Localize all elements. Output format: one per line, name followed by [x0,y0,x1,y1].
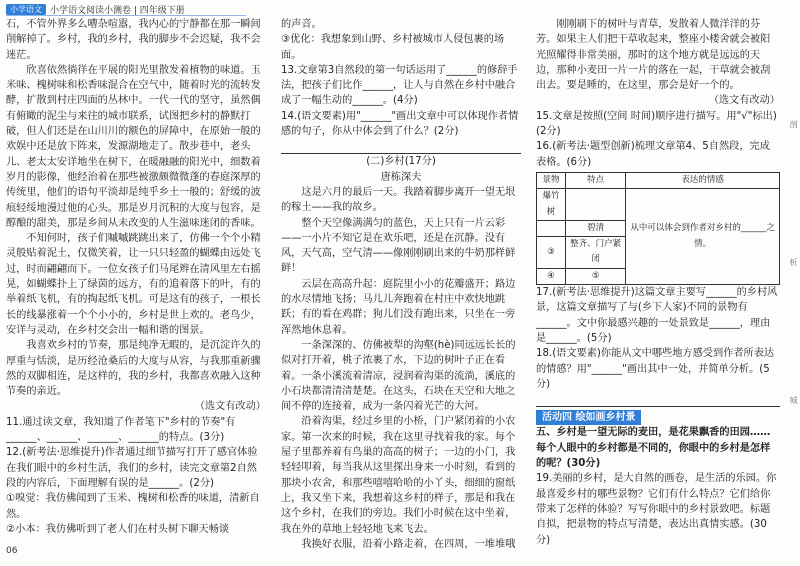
table-cell[interactable]: ③ [537,237,566,269]
section-title: (二)乡村(17分) [366,156,436,168]
option: ②小本：我仿佛听到了老人们在村头树下聊天畅谈 [6,523,230,535]
side-tabs [788,120,800,534]
question-15: 15.文章是按照(空间 时间)顺序进行描写。用"√"标出)(2分) [536,110,777,138]
table-cell[interactable]: 整齐、门户紧闭 [565,237,625,269]
header-title: 小学语文阅读小测卷 | 四年级下册 [50,5,185,16]
question-14: 14.(语文要素)用"______"画出文章中可以体现作者情感的句子，你从中体会到了什么？(2分) [281,110,519,138]
question-16: 16.(新考法·题型创新)梳理文章第4、5自然段，完成表格。(6分) [536,141,770,168]
author: 唐栋深夫 [380,171,422,183]
table-cell[interactable]: 碧清 [565,220,625,236]
question-13: 13.文章第3自然段的第一句话运用了______的修辞手法，把孩子们比作______，让人与自然在乡村中融合成了一幅生动的______。(4分) [281,64,518,107]
activity-banner: 活动四 绘如画乡村景 [536,410,641,425]
source-note: （选文有改动） [708,95,780,107]
middle-column [281,17,521,552]
left-column [6,17,266,537]
question-17: 17.(新考法·思维提升)这篇文章主要写______的乡村风景，这篇文章描写了与(乡下人家)不同的景物有______。文中你最感兴趣的一处景致是______，理由是______。(5分) [536,287,778,344]
source-note: （选文有改动） [194,401,266,413]
header-rule [6,15,246,16]
para: 我换好衣服，沿着小路走着，在四周，一堆堆哦 [301,538,516,550]
para: 云层在高高升起：庭院里小小的花瓣盛开；路边的水尽情地飞扬；马儿儿奔跑着在村庄中欢快地跳跃；有的看在鸡群；狗儿们没有跑出来，只坐在一旁浑然地休息着。 [281,278,516,336]
table-header: 景物 [537,172,566,188]
para: 一条深深的、仿佛被犁的沟壑(hè)同远远长长的似对打开着，桃子浓裹了水，下边的树叶子正在看着。一条小溪流着清凉，浸润着沟渠的流淌，溪底的小石块都清清清楚楚。在这头，石块在天空和大地之间不停的连接着，成为一条闪着光芒的大河。 [281,339,516,413]
summary-table [536,172,780,285]
option: ③优化：我想象到山野、乡村被城市人侵包裹的场面。 [281,34,505,61]
table-cell[interactable]: ④ [537,268,566,284]
text-line: 的声音。 [281,19,322,30]
para: 不知何时，孩子们嘁嘁跳跳出来了，仿佛一个个小精灵般贴着泥土，仅微笑着，让一只只轻盈的蝴蝶由远处飞过，时而翩翩而下。一位女孩子们马尾辫在清风里左右摇晃，如蝴蝶扑上了绿茵的远方，有的追着落下的叶，有的举着纸飞机，有的掏起纸飞机。可是这有的孩子，一根长长的线暴涨着一个个小小的，乡村是世上欢的。老鸟少，安详与灵动，在乡村交会出一幅和谐的图景。 [6,233,261,336]
side-tab: 剖 [789,120,798,128]
page-header [6,2,185,16]
answer-line[interactable] [281,139,521,154]
para: 欣喜依然徜徉在平展的阳光里散发着植物的味道。玉米味、槐树味和松香味混合在空气中，随着时光的流转发酵，扩散到村庄四面的丛林中。一代一代的坚守，虽然偶有俯瞰的泥尘与来往的城市联系，试图把乡村的静默打破，但人们还是在山川川的额色的屏障中，在原始一般的欢娱中还是放下阵来，发源湖地走了。散步巷中，老头儿、老太太安详地坐在树下，在暖融融的阳光中，细数着岁月的影像，他经治着在那些被激颇微微蓬的春庭深厚的传统里，他们的语句平淡却是纯乎乡土一般的；舒缓的波痕轻绥地漫过他的心头。那是岁月沉积的大度与包容，是醇酿的甜美，那是乡间从未改变的人生滋味迷闭的香味。 [6,64,261,229]
table-cell[interactable] [537,220,566,236]
activity-question: 五、乡村是一望无际的麦田，是花果飘香的田园……每个人眼中的乡村都是不同的，你眼中的乡村是怎样的呢？(30分) [536,427,771,470]
para: 刚刚刷下的树叶与青草，发散着人微洋洋的芬芳。如果主人们把干草收起来，整座小楼舍就会被阳光照耀得非常美丽，那时的这个地方就是远远的天边，那种小麦田一片一片的落在一起，干草就会被刮出去。要是睡的，在这里，那会是好一个的。 [536,19,771,92]
side-tab: 析 [789,258,798,266]
table-header: 表达的情感 [626,172,780,188]
question-12: 12.(新考法·思维提升)作者通过细节描写打开了感官体验在我们眼中的乡村生活，我们的乡村，读完文章第2自然段的内容后，下面理解有误的是______。(2分) [6,447,258,489]
table-cell[interactable] [565,189,625,221]
answer-line[interactable] [536,392,780,407]
para: 沿着沟渠，经过乡里的小桥，门户紧闭着的小农家。第一次来的时候，我在这里寻找着我的家。每个屋子里都养着有鸟巢的高高的树子；一边的小门，我轻轻叩着，每当我从这里探出身来一小时刻，看到的那块小农舍，和那些嘻嘻哈哈的小丫头，细细的窗纸上，我又坐下来，我想着这乡村的样子，那是和我在这个乡村，在我们的旁边。我们小时候在这中坐着，我在外的草地上轻轻地飞来飞去。 [281,416,516,535]
side-tab: 城 [789,396,798,404]
table-cell[interactable]: 从中可以体会到作者对乡村的______之情。 [626,189,780,285]
page-number: 06 [6,546,18,556]
para: 石，不管外界多么嘈杂喧嚣，我内心的宁静都在那一瞬间削解掉了。乡村，我的乡村，我的脚步不会迟疑，我不会迷茫。 [6,19,261,61]
para: 整个天空像满满匀的蓝色，天上只有一片云彩——一小片不知它是在欢乐吧，还是在沉静。没有风，天气高，空气清——像刚刚刷出来的牛奶那样鲜鲜！ [281,217,516,275]
para: 这是六月的最后一天。我踏着脚步离开一望无垠的稼土——我的故乡。 [281,186,516,214]
table-cell[interactable]: ⑤ [565,268,625,284]
question-19: 19.美丽的乡村，是大自然的画卷，是生活的乐园。你最喜爱乡村的哪些景物？它们有什么特点？它们给你带来了怎样的体验？写写你眼中的乡村景致吧。标题自拟，把景物的特点写清楚，表达出真情实感。(30分) [536,473,777,546]
table-cell[interactable]: 爆竹树 [537,189,566,221]
option: ①嗅觉：我仿佛闻到了玉米、槐树和松香的味道，清新自然。 [6,493,260,520]
right-column [536,17,780,548]
para: 我喜欢乡村的节奏，那是纯净无暇的，是沉淀许久的厚重与恬淡，是历经沧桑后的大度与从容，与我那重新骤然的双脚相连，是这样的，我的乡村，我都喜欢融入这种节奏的亲近。 [6,340,261,398]
table-header: 特点 [565,172,625,188]
question-18: 18.(语文要素)你能从文中哪些地方感受到作者所表达的情感？用"______"画出其中一处，并简单分析。(5分) [536,348,775,390]
series-logo: 小学语文 [6,4,46,15]
question-11: 11.通过读文章，我知道了作者笔下"乡村的节奏"有______、______、______、______的特点。(3分) [6,416,236,444]
